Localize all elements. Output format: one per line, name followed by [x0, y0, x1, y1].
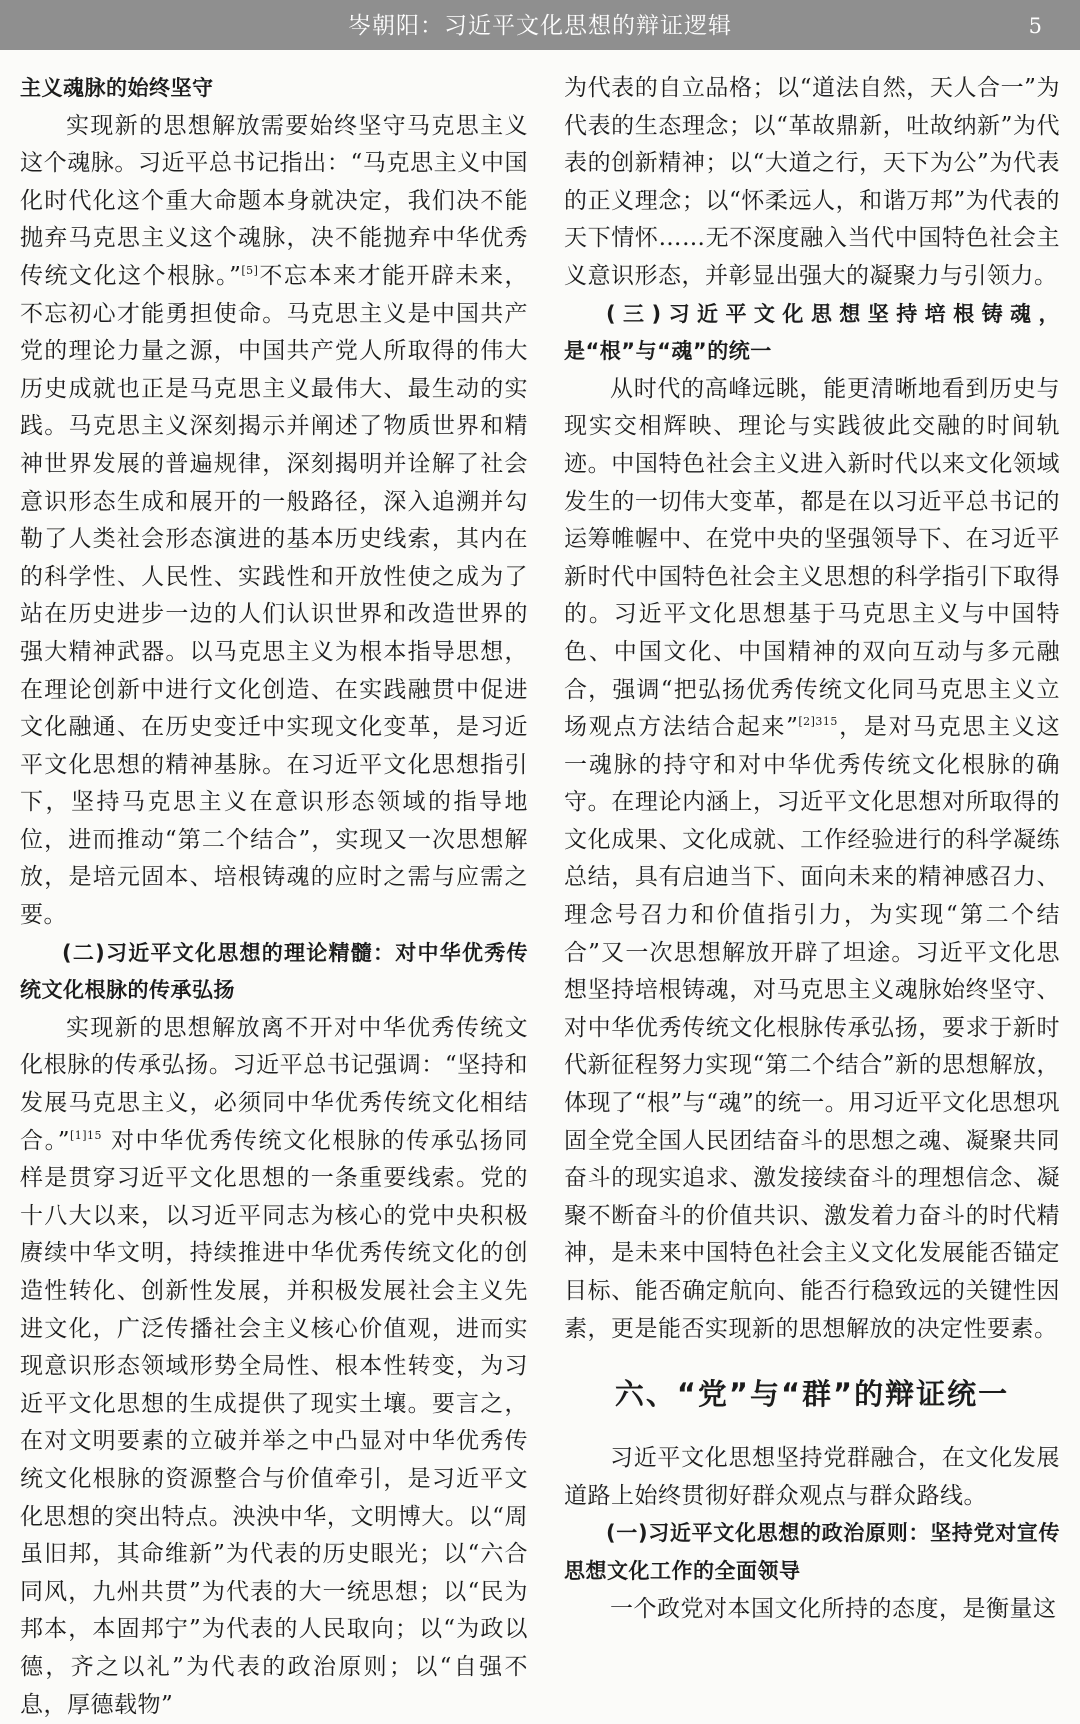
paragraph [20, 1010, 528, 1724]
left-column [20, 70, 528, 1724]
paragraph-continued: 为代表的自立品格；以“道法自然，天人合一”为代表的生态理念；以“革故鼎新，吐故纳新”为代表的创新精神；以“大道之行，天下为公”为代表的正义理念；以“怀柔远人，和谐万邦”为代表的天下情怀……无不深度融入当代中国特色社会主义意识形态，并彰显出强大的凝聚力与引领力。 [564, 75, 1060, 289]
right-column [564, 70, 1060, 1628]
citation-ref: [1]15 [69, 1128, 103, 1142]
page-number: 5 [1028, 14, 1042, 38]
paragraph [20, 108, 528, 935]
subsection-heading: (三)习近平文化思想坚持培根铸魂，是“根”与“魂”的统一 [564, 301, 1060, 364]
citation-ref: [2]315 [798, 715, 838, 729]
paragraph-text: 实现新的思想解放需要始终坚守马克思主义这个魂脉。习近平总书记指出：“马克思主义中国化时代化这个重大命题本身就决定，我们决不能抛弃马克思主义这个魂脉，决不能抛弃中华优秀传统文化这个根脉。” [20, 112, 528, 289]
paragraph-text: 不忘本来才能开辟未来，不忘初心才能勇担使命。马克思主义是中国共产党的理论力量之源，中国共产党人所取得的伟大历史成就也正是马克思主义最伟大、最生动的实践。马克思主义深刻揭示并阐述了物质世界和精神世界发展的普遍规律，深刻揭明并诠解了社会意识形态生成和展开的一般路径，深入追溯并勾勒了人类社会形态演进的基本历史线索，其内在的科学性、人民性、实践性和开放性使之成为了站在历史进步一边的人们认识世界和改造世界的强大精神武器。以马克思主义为根本指导思想，在理论创新中进行文化创造、在实践融贯中促进文化融通、在历史变迁中实现文化变革，是习近平文化思想的精神基脉。在习近平文化思想指引下，坚持马克思主义在意识形态领域的指导地位，进而推动“第二个结合”，实现又一次思想解放，是培元固本、培根铸魂的应时之需与应需之要。 [20, 262, 528, 929]
citation-ref: [5] [241, 263, 259, 277]
running-title: 岑朝阳：习近平文化思想的辩证逻辑 [348, 13, 732, 39]
paragraph: 习近平文化思想坚持党群融合，在文化发展道路上始终贯彻好群众观点与群众路线。 [564, 1445, 1060, 1509]
subsection-heading: (一)习近平文化思想的政治原则：坚持党对宣传思想文化工作的全面领导 [564, 1521, 1060, 1583]
paragraph [564, 371, 1060, 1348]
paragraph-text: 从时代的高峰远眺，能更清晰地看到历史与现实交相辉映、理论与实践彼此交融的时间轨迹。中国特色社会主义进入新时代以来文化领域发生的一切伟大变革，都是在以习近平总书记的运筹帷幄中、在党中央的坚强领导下、在习近平新时代中国特色社会主义思想的科学指引下取得的。习近平文化思想基于马克思主义与中国特色、中国文化、中国精神的双向互动与多元融合，强调“把弘扬优秀传统文化同马克思主义立场观点方法结合起来” [564, 375, 1060, 741]
paragraph-text: ，是对马克思主义这一魂脉的持守和对中华优秀传统文化根脉的确守。在理论内涵上，习近平文化思想对所取得的文化成果、文化成就、工作经验进行的科学凝练总结，具有启迪当下、面向未来的精神感召力、理念号召力和价值指引力，为实现“第二个结合”又一次思想解放开辟了坦途。习近平文化思想坚持培根铸魂，对马克思主义魂脉始终坚守、对中华优秀传统文化根脉传承弘扬，要求于新时代新征程努力实现“第二个结合”新的思想解放，体现了“根”与“魂”的统一。用习近平文化思想巩固全党全国人民团结奋斗的思想之魂、凝聚共同奋斗的现实追求、激发接续奋斗的理想信念、凝聚不断奋斗的价值共识、激发着力奋斗的时代精神，是未来中国特色社会主义文化发展能否锚定目标、能否确定航向、能否行稳致远的关键性因素，更是能否实现新的思想解放的决定性要素。 [564, 714, 1061, 1342]
paragraph-text: 实现新的思想解放离不开对中华优秀传统文化根脉的传承弘扬。习近平总书记强调：“坚持和发展马克思主义，必须同中华优秀传统文化相结合。” [20, 1014, 528, 1154]
paragraph-text: 对中华优秀传统文化根脉的传承弘扬同样是贯穿习近平文化思想的一条重要线索。党的十八大以来，以习近平同志为核心的党中央积极赓续中华文明，持续推进中华优秀传统文化的创造性转化、创新性发展，并积极发展社会主义先进文化，广泛传播社会主义核心价值观，进而实现意识形态领域形势全局性、根本性转变，为习近平文化思想的生成提供了现实土壤。要言之，在对文明要素的立破并举之中凸显对中华优秀传统文化根脉的资源整合与价值牵引，是习近平文化思想的突出特点。泱泱中华，文明博大。以“周虽旧邦，其命维新”为代表的历史眼光；以“六合同风，九州共贯”为代表的大一统思想；以“民为邦本，本固邦宁”为代表的人民取向；以“为政以德，齐之以礼”为代表的政治原则；以“自强不息，厚德载物” [20, 1127, 528, 1718]
section-title: 六、“党”与“群”的辩证统一 [614, 1377, 1010, 1412]
subsection-heading: (二)习近平文化思想的理论精髓：对中华优秀传统文化根脉的传承弘扬 [20, 940, 528, 1003]
paragraph: 一个政党对本国文化所持的态度，是衡量这 [610, 1595, 1057, 1622]
subsection-heading-continued: 主义魂脉的始终坚守 [20, 76, 214, 100]
